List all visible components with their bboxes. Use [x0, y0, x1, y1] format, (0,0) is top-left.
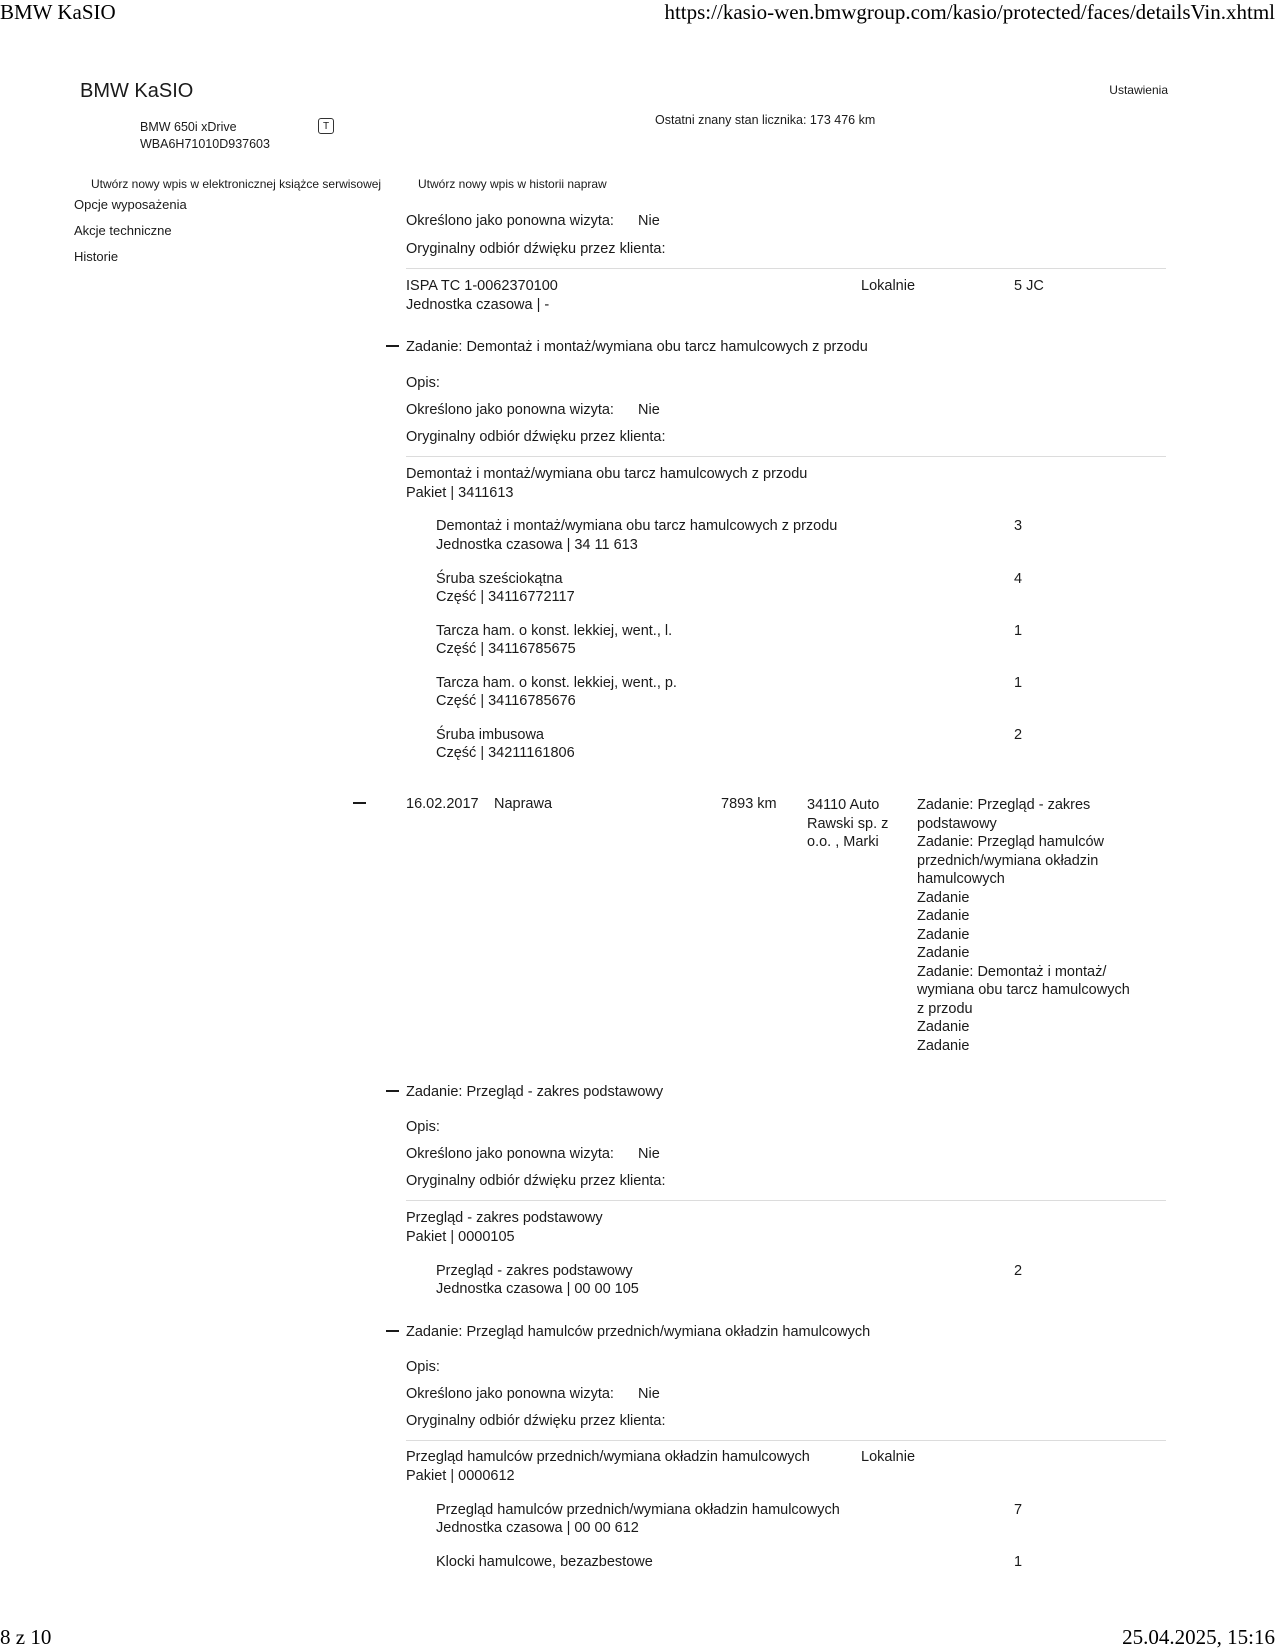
- task-line: Zadanie: [917, 1019, 970, 1035]
- task-line: podstawowy: [917, 815, 997, 832]
- new-service-book-entry-link[interactable]: Utwórz nowy wpis w elektronicznej książce serwisowej: [91, 177, 382, 191]
- entry-dealer: [807, 796, 888, 852]
- item-name: Tarcza ham. o konst. lekkiej, went., l.: [436, 623, 673, 639]
- task-line: Zadanie: [917, 1037, 970, 1054]
- item-type: Jednostka czasowa | -: [406, 297, 550, 313]
- task-title: Zadanie: Przegląd hamulców przednich/wymiana okładzin hamulcowych: [406, 1324, 871, 1340]
- package-name: Przegląd hamulców przednich/wymiana okładzin hamulcowych: [406, 1449, 810, 1465]
- vehicle-type-badge: T: [318, 118, 334, 134]
- package-name: Przegląd - zakres podstawowy: [406, 1210, 603, 1226]
- collapse-icon[interactable]: [353, 802, 366, 804]
- item-type: Część | 34116785675: [436, 641, 576, 657]
- task-line: przednich/wymiana okładzin: [917, 852, 1099, 869]
- app-logo[interactable]: BMW KaSIO: [80, 80, 194, 102]
- package-name: Demontaż i montaż/wymiana obu tarcz hamulcowych z przodu: [406, 466, 808, 482]
- item-name: Demontaż i montaż/wymiana obu tarcz hamulcowych z przodu: [436, 518, 838, 534]
- package-location: Lokalnie: [861, 1449, 916, 1465]
- sidebar-item-history[interactable]: Historie: [74, 249, 119, 264]
- divider: [406, 268, 1166, 269]
- item-name: Tarcza ham. o konst. lekkiej, went., p.: [436, 675, 677, 691]
- sidebar-item-equipment-options[interactable]: Opcje wyposażenia: [74, 197, 187, 212]
- dealer-line: o.o. , Marki: [807, 834, 879, 850]
- item-type: Jednostka czasowa | 34 11 613: [436, 537, 638, 553]
- collapse-icon[interactable]: [386, 1090, 399, 1092]
- package-type: Pakiet | 0000612: [406, 1468, 515, 1484]
- item-name: Przegląd - zakres podstawowy: [436, 1263, 633, 1279]
- item-name: Śruba sześciokątna: [436, 571, 563, 587]
- sound-label: Oryginalny odbiór dźwięku przez klienta:: [406, 1413, 666, 1429]
- item-type: Jednostka czasowa | 00 00 105: [436, 1281, 639, 1297]
- divider: [406, 1200, 1166, 1201]
- sidebar-item-technical-actions[interactable]: Akcje techniczne: [74, 223, 172, 238]
- item-type: Jednostka czasowa | 00 00 612: [436, 1520, 639, 1536]
- collapse-icon[interactable]: [386, 1330, 399, 1332]
- print-footer-datetime: 25.04.2025, 15:16: [1122, 1625, 1275, 1649]
- sound-label: Oryginalny odbiór dźwięku przez klienta:: [406, 429, 666, 445]
- item-name: Śruba imbusowa: [436, 727, 544, 743]
- task-title: Zadanie: Demontaż i montaż/wymiana obu tarcz hamulcowych z przodu: [406, 339, 868, 355]
- print-header-title: BMW KaSIO: [0, 0, 116, 24]
- divider: [406, 456, 1166, 457]
- item-quantity: 4: [1014, 571, 1023, 587]
- entry-tasks: [917, 796, 1130, 1055]
- sound-label: Oryginalny odbiór dźwięku przez klienta:: [406, 1173, 666, 1189]
- item-quantity: 7: [1014, 1502, 1023, 1518]
- description-label: Opis:: [406, 1119, 440, 1135]
- package-type: Pakiet | 3411613: [406, 485, 514, 501]
- revisit-value: Nie: [638, 1146, 660, 1162]
- new-repair-history-entry-link[interactable]: Utwórz nowy wpis w historii napraw: [418, 177, 607, 191]
- entry-date: 16.02.2017: [406, 796, 479, 812]
- task-line: z przodu: [917, 1000, 973, 1017]
- revisit-label: Określono jako ponowna wizyta:: [406, 402, 614, 418]
- sound-label: Oryginalny odbiór dźwięku przez klienta:: [406, 241, 666, 257]
- item-type: Część | 34116785676: [436, 693, 576, 709]
- item-quantity: 3: [1014, 518, 1023, 534]
- task-line: Zadanie: Przegląd hamulców: [917, 834, 1104, 850]
- task-line: Zadanie: Przegląd - zakres: [917, 797, 1091, 813]
- item-quantity: 1: [1014, 1554, 1023, 1570]
- package-type: Pakiet | 0000105: [406, 1229, 515, 1245]
- odometer-reading: Ostatni znany stan licznika: 173 476 km: [655, 113, 876, 127]
- item-type: Część | 34116772117: [436, 589, 575, 605]
- item-name: Klocki hamulcowe, bezazbestowe: [436, 1554, 653, 1570]
- entry-type: Naprawa: [494, 796, 553, 812]
- print-footer-page: 8 z 10: [0, 1625, 52, 1649]
- item-name: Przegląd hamulców przednich/wymiana okładzin hamulcowych: [436, 1502, 840, 1518]
- entry-mileage: 7893 km: [721, 796, 777, 812]
- task-title: Zadanie: Przegląd - zakres podstawowy: [406, 1084, 664, 1100]
- item-type: Część | 34211161806: [436, 745, 575, 761]
- task-line: wymiana obu tarcz hamulcowych: [917, 982, 1130, 998]
- revisit-label: Określono jako ponowna wizyta:: [406, 1386, 614, 1402]
- vehicle-vin: WBA6H71010D937603: [140, 137, 270, 151]
- task-line: Zadanie: [917, 945, 970, 961]
- revisit-label: Określono jako ponowna wizyta:: [406, 1146, 614, 1162]
- revisit-value: Nie: [638, 402, 660, 418]
- item-quantity: 2: [1014, 727, 1023, 743]
- revisit-label: Określono jako ponowna wizyta:: [406, 213, 614, 229]
- item-location: Lokalnie: [861, 278, 916, 294]
- collapse-icon[interactable]: [386, 345, 399, 347]
- settings-link[interactable]: Ustawienia: [1109, 83, 1168, 97]
- item-quantity: 5 JC: [1014, 278, 1044, 294]
- revisit-value: Nie: [638, 213, 660, 229]
- item-quantity: 1: [1014, 623, 1023, 639]
- vehicle-model: BMW 650i xDrive: [140, 120, 237, 134]
- print-header-url: https://kasio-wen.bmwgroup.com/kasio/protected/faces/detailsVin.xhtml: [664, 0, 1275, 24]
- divider: [406, 1440, 1166, 1441]
- item-name: ISPA TC 1-0062370100: [406, 278, 558, 294]
- description-label: Opis:: [406, 1359, 440, 1375]
- task-line: Zadanie: [917, 908, 970, 924]
- task-line: hamulcowych: [917, 871, 1005, 887]
- task-line: Zadanie: Demontaż i montaż/: [917, 963, 1107, 980]
- task-line: Zadanie: [917, 889, 970, 906]
- item-quantity: 2: [1014, 1263, 1023, 1279]
- dealer-line: Rawski sp. z: [807, 815, 889, 832]
- description-label: Opis:: [406, 375, 440, 391]
- task-line: Zadanie: [917, 926, 970, 943]
- item-quantity: 1: [1014, 675, 1023, 691]
- revisit-value: Nie: [638, 1386, 660, 1402]
- dealer-line: 34110 Auto: [807, 797, 880, 813]
